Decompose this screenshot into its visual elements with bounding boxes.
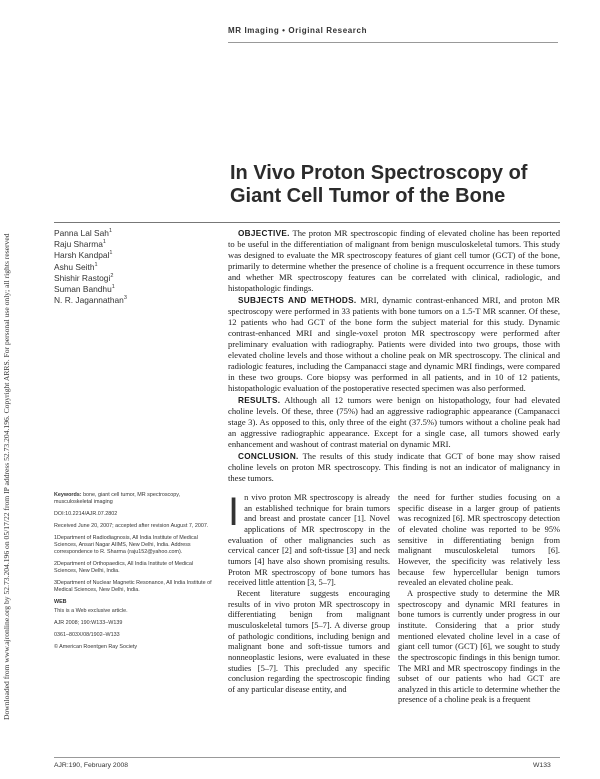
affiliation-1: 1Department of Radiodiagnosis, All India Institute of Medical Sciences, Ansari Nagar AIIMS, New Delhi, India. Address correspondence to R. Sharma (raju152@yahoo.com). [54,535,198,555]
title-line-2: Giant Cell Tumor of the Bone [230,185,506,207]
drop-cap: I [228,490,240,534]
body-paragraph: the need for further studies focusing on a specific disease in a larger group of patients was recognized [6]. MR spectroscopy detection of elevated choline was reported to be 95% sensitive in differentiating benign from malignant musculoskeletal tumors [6]. However, the specificity was relatively less because few hypercellular benign tumors revealed an elevated choline peak. [398,493,560,588]
received-date: Received June 20, 2007; accepted after revision August 7, 2007. [54,523,209,529]
body-column-2 [398,493,560,706]
body-column-1 [228,490,390,695]
abstract-methods: SUBJECTS AND METHODS. MRI, dynamic contrast-enhanced MRI, and proton MR spectroscopy were performed in 33 patients with bone tumors on a 1.5-T MR scanner. Of these, 12 patients who had GCT of the bone form the subject material for this study. Dynamic contrast-enhanced MRI and single-voxel proton MR spectroscopy were performed after preliminary evaluation with radiography. Patients were divided into two groups, those with elevated choline levels and those without a choline peak on MR spectroscopy. The clinical and radiologic features, including the Campanacci stage and dynamic MRI findings, were compared in these two groups. Core biopsy was performed in all patients, and in 10 of 12 patients, histopathologic evaluation of the postoperative resected specimen was also performed. [228,295,560,393]
author: Shishir Rastogi$^2$ [54,272,114,283]
body-paragraph: In vivo proton MR spectroscopy is already an established technique for brain tumors and breast and prostate cancer [1]. Novel applications of MR spectroscopy in the evaluation of other malignancies such as cervical cancer [2] and soft-tissue [3] and neck tumors [4] have also shown promising results. Proton MR spectroscopy of bone tumors has received little attention [3, 5–7]. [228,490,390,588]
download-notice: Downloaded from www.ajronline.org by 52.73.204.196 on 05/17/22 from IP address 52.73.204.196. Copyright ARRS. For personal use only; all rights reserved [2,233,11,720]
author: Suman Bandhu$^1$ [54,284,115,295]
section-header: MR Imaging • Original Research [228,26,368,35]
author: Harsh Kandpal$^1$ [54,250,113,261]
web-note: WEB [54,599,67,605]
copyright: © American Roentgen Ray Society [54,644,138,650]
keywords: Keywords: bone, giant cell tumor, MR spectroscopy, musculoskeletal imaging [54,492,181,505]
affiliation-3: 3Department of Nuclear Magnetic Resonance, All India Institute of Medical Sciences, New Delhi, India. [54,580,212,593]
article-title [230,162,560,208]
header-rule [228,42,558,43]
footer-rule [54,757,560,758]
abstract [228,228,560,485]
affiliation-2: 2Department of Orthopaedics, All India Institute of Medical Sciences, New Delhi, India. [54,561,194,574]
footer-page-number: W133 [533,762,551,769]
web-text: This is a Web exclusive article. [54,608,128,614]
citation: AJR 2008; 190:W133–W139 [54,620,123,626]
author: N. R. Jagannathan$^3$ [54,295,127,306]
doi: DOI:10.2214/AJR.07.2802 [54,511,118,517]
title-line-1: In Vivo Proton Spectroscopy of [230,162,528,184]
author-list [54,228,219,306]
author: Raju Sharma$^1$ [54,239,106,250]
author: Panna Lal Sah$^1$ [54,228,113,238]
abstract-objective: OBJECTIVE. The proton MR spectroscopic finding of elevated choline has been reported to be useful in the differentiation of malignant from benign musculoskeletal tumors. This study was designed to evaluate the MR spectroscopy features of giant cell tumor (GCT) of the bone, primarily to determine whether the presence of choline is a frequent occurrence in these tumors and whether MR spectroscopy features can be correlated with clinical, radiologic, and histopathologic findings. [228,228,561,293]
body-paragraph: A prospective study to determine the MR spectroscopy and dynamic MRI features in bone tumors is currently under progress in our institute. Considering that a prior study mentioned elevated choline level in a case of giant cell tumor (GCT) [6], we sought to study the spectroscopic findings in this benign tumor. The MRI and MR spectroscopy findings in the subset of our patients who had GCT are analyzed in this article to determine whether the presence of a choline peak is a frequent [398,588,560,705]
footer-journal-issue: AJR:190, February 2008 [54,762,129,769]
body-paragraph: Recent literature suggests encouraging results of in vivo proton MR spectroscopy in differentiating benign from malignant musculoskeletal tumors [5–7]. A diverse group of pathologic conditions, including benign and malignant bone and soft-tissue tumors and nonneoplastic lesions, were evaluated in these studies [5–7]. This precluded any specific conclusion regarding the spectroscopic finding of any particular disease entity, and [228,588,390,694]
title-rule [54,222,560,223]
abstract-conclusion: CONCLUSION. The results of this study indicate that GCT of bone may show raised choline levels on proton MR spectroscopy. This finding is not an indicator of malignancy in these tumors. [228,451,561,483]
issn: 0361–803X/08/1902–W133 [54,632,120,638]
abstract-results: RESULTS. Although all 12 tumors were benign on histopathology, four had elevated choline levels. Of these, three (75%) had an aggressive radiographic appearance (Campanacci stage 3). As opposed to this, only three of the eight (37.5%) tumors without a choline peak had an aggressive radiographic appearance. Except for a single case, all tumors showed early enhancement and washout of contrast material on dynamic MRI. [228,395,560,449]
author: Ashu Seith$^1$ [54,261,98,272]
article-metadata [54,492,214,656]
